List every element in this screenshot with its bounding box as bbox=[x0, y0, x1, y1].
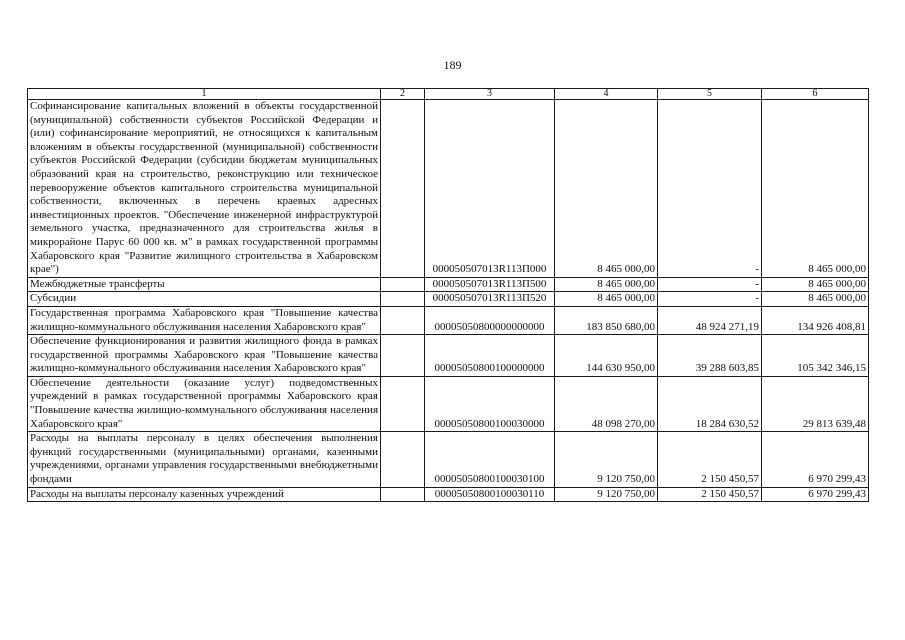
row-value-col4: 183 850 680,00 bbox=[555, 306, 658, 334]
row-value-col4: 8 465 000,00 bbox=[555, 277, 658, 292]
row-col2 bbox=[381, 432, 425, 487]
row-description: Софинансирование капитальных вложений в объекты государственной (муниципальной) собственности субъектов Российской Федерации и (или) софинансирование мероприятий, не относящихся к капитальным вложениям в объекты государственной (муниципальной) собственности субъектов Российской Федерации (субсидии бюджетам муниципальных образований края на строительство, реконструкцию или техническое перевооружение объектов капитального строительства муниципальной собственности, включенных в перечень краевых адресных инвестиционных проектов. "Обеспечение инженерной инфраструктурой земельного участка, предназначенного для строительства жилья в микрорайоне Парус 60 000 кв. м" в рамках государственной программы Хабаровского края "Развитие жилищного строительства в Хабаровском крае") bbox=[28, 100, 381, 278]
row-value-col5: 18 284 630,52 bbox=[658, 376, 762, 431]
row-col2 bbox=[381, 376, 425, 431]
row-value-col6: 8 465 000,00 bbox=[762, 292, 869, 307]
row-value-col6: 6 970 299,43 bbox=[762, 487, 869, 502]
budget-table bbox=[27, 88, 869, 502]
row-value-col4: 8 465 000,00 bbox=[555, 292, 658, 307]
column-header: 2 bbox=[381, 89, 425, 100]
row-value-col5: 39 288 603,85 bbox=[658, 335, 762, 377]
row-value-col6: 6 970 299,43 bbox=[762, 432, 869, 487]
table-row bbox=[28, 432, 869, 487]
row-value-col6: 8 465 000,00 bbox=[762, 277, 869, 292]
row-value-col5: 2 150 450,57 bbox=[658, 487, 762, 502]
row-value-col6: 134 926 408,81 bbox=[762, 306, 869, 334]
row-value-col6: 105 342 346,15 bbox=[762, 335, 869, 377]
row-value-col4: 8 465 000,00 bbox=[555, 100, 658, 278]
row-col2 bbox=[381, 335, 425, 377]
table-row bbox=[28, 376, 869, 431]
row-col2 bbox=[381, 100, 425, 278]
row-value-col4: 144 630 950,00 bbox=[555, 335, 658, 377]
row-value-col4: 9 120 750,00 bbox=[555, 432, 658, 487]
row-description: Обеспечение деятельности (оказание услуг) подведомственных учреждений в рамках государственной программы Хабаровского края "Повышение качества жилищно-коммунального обслуживания населения Хабаровского края" bbox=[28, 376, 381, 431]
table-row bbox=[28, 292, 869, 307]
row-value-col5: - bbox=[658, 277, 762, 292]
row-col2 bbox=[381, 487, 425, 502]
row-code: 00005050800100030000 bbox=[425, 376, 555, 431]
row-description: Государственная программа Хабаровского края "Повышение качества жилищно-коммунального обслуживания населения Хабаровского края" bbox=[28, 306, 381, 334]
row-col2 bbox=[381, 306, 425, 334]
table-row bbox=[28, 335, 869, 377]
table-header-row bbox=[28, 89, 869, 100]
row-code: 000050507013R113П500 bbox=[425, 277, 555, 292]
table-row bbox=[28, 306, 869, 334]
row-description: Межбюджетные трансферты bbox=[28, 277, 381, 292]
row-col2 bbox=[381, 277, 425, 292]
row-description: Обеспечение функционирования и развития жилищного фонда в рамках государственной программы Хабаровского края "Повышение качества жилищно-коммунального обслуживания населения Хабаровского края" bbox=[28, 335, 381, 377]
column-header: 4 bbox=[555, 89, 658, 100]
row-value-col5: - bbox=[658, 100, 762, 278]
row-value-col4: 9 120 750,00 bbox=[555, 487, 658, 502]
row-code: 000050507013R113П000 bbox=[425, 100, 555, 278]
row-code: 00005050800100030100 bbox=[425, 432, 555, 487]
column-header: 1 bbox=[28, 89, 381, 100]
row-code: 00005050800000000000 bbox=[425, 306, 555, 334]
page-number: 189 bbox=[443, 58, 462, 72]
row-value-col5: 2 150 450,57 bbox=[658, 432, 762, 487]
row-description: Расходы на выплаты персоналу в целях обеспечения выполнения функций государственными (муниципальными) органами, казенными учреждениями, органами управления государственными внебюджетными фондами bbox=[28, 432, 381, 487]
row-value-col4: 48 098 270,00 bbox=[555, 376, 658, 431]
row-code: 00005050800100000000 bbox=[425, 335, 555, 377]
column-header: 3 bbox=[425, 89, 555, 100]
row-code: 000050507013R113П520 bbox=[425, 292, 555, 307]
row-description: Субсидии bbox=[28, 292, 381, 307]
row-value-col6: 8 465 000,00 bbox=[762, 100, 869, 278]
table-row bbox=[28, 100, 869, 278]
table-row bbox=[28, 277, 869, 292]
row-description: Расходы на выплаты персоналу казенных учреждений bbox=[28, 487, 381, 502]
row-value-col5: - bbox=[658, 292, 762, 307]
row-col2 bbox=[381, 292, 425, 307]
row-code: 00005050800100030110 bbox=[425, 487, 555, 502]
row-value-col5: 48 924 271,19 bbox=[658, 306, 762, 334]
column-header: 5 bbox=[658, 89, 762, 100]
row-value-col6: 29 813 639,48 bbox=[762, 376, 869, 431]
column-header: 6 bbox=[762, 89, 869, 100]
table-row bbox=[28, 487, 869, 502]
